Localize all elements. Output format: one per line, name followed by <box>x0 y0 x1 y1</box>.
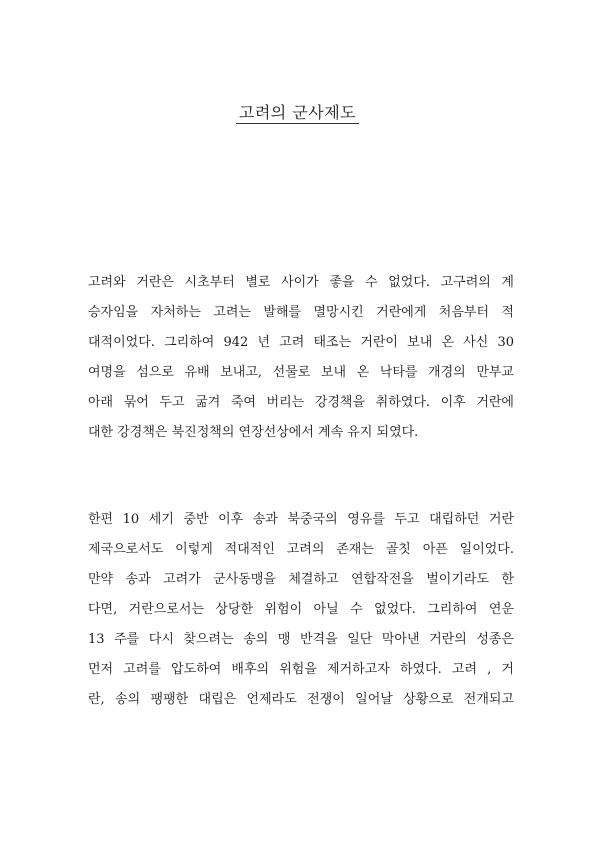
paragraph-line: 다면, 거란으로서는 상당한 위험이 아닐 수 없었다. 그리하여 연운 <box>88 602 514 617</box>
paragraph-line: 아래 묶어 두고 굶겨 죽여 버리는 강경책을 취하였다. 이후 거란에 <box>88 395 514 410</box>
paragraph-line: 만약 송과 고려가 군사동맹을 체결하고 연합작전을 벌이기라도 한 <box>88 572 514 587</box>
paragraph-line: 13 주를 다시 찾으려는 송의 맹 반격을 일단 막아낸 거란의 성종은 <box>88 632 514 647</box>
paragraph-line: 먼저 고려를 압도하여 배후의 위험을 제거하고자 하였다. 고려 , 거 <box>88 662 514 677</box>
page-title: 고려의 군사제도 <box>236 102 359 124</box>
paragraph-line: 승자임을 자처하는 고려는 발해를 멸망시킨 거란에게 처음부터 적 <box>88 305 514 320</box>
paragraph-1 <box>88 268 514 448</box>
paragraph-line: 한편 10 세기 중반 이후 송과 북중국의 영유를 두고 대립하던 거란 <box>88 512 514 527</box>
paragraph-2 <box>88 505 514 715</box>
paragraph-line: 제국으로서도 이렇게 적대적인 고려의 존재는 골칫 아픈 일이었다. <box>88 542 514 557</box>
paragraph-line: 여명을 섬으로 유배 보내고, 선물로 보내 온 낙타를 개경의 만부교 <box>88 365 514 380</box>
paragraph-line: 대한 강경책은 북진정책의 연장선상에서 계속 유지 되였다. <box>88 425 419 440</box>
paragraph-line: 란, 송의 팽팽한 대립은 언제라도 전쟁이 일어날 상황으로 전개되고 <box>88 692 514 707</box>
paragraph-line: 대적이었다. 그리하여 942 년 고려 태조는 거란이 보내 온 사신 30 <box>88 335 514 350</box>
paragraph-line: 고려와 거란은 시초부터 별로 사이가 좋을 수 없었다. 고구려의 계 <box>88 275 514 290</box>
title-wrapper <box>0 102 595 124</box>
